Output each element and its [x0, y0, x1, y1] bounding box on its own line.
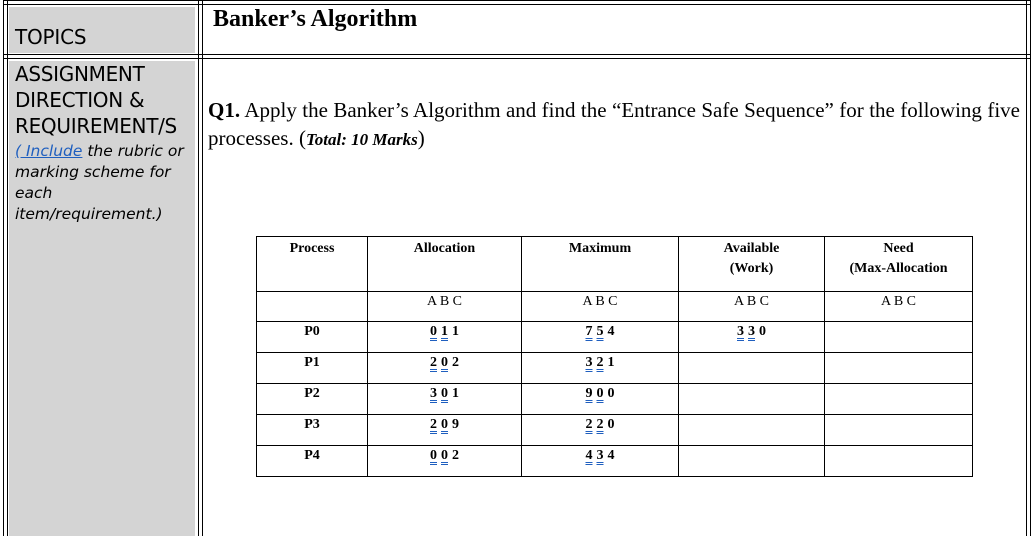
- topics-cell: [9, 7, 195, 53]
- allocation-cell-digit: 1: [452, 324, 459, 339]
- allocation-cell-digit: 0: [441, 386, 448, 401]
- allocation-cell-digit: 9: [452, 417, 459, 432]
- topics-label: TOPICS: [15, 25, 87, 49]
- maximum-cell-digit: 4: [585, 448, 593, 463]
- maximum-cell-digit: 1: [607, 355, 615, 370]
- center-rule: [198, 0, 203, 536]
- question-number: Q1.: [208, 98, 241, 122]
- available-cell: [679, 415, 825, 446]
- header-need: Need (Max-Allocation: [825, 237, 973, 292]
- maximum-cell: [522, 384, 679, 415]
- question-marks: Total: 10 Marks: [305, 130, 418, 149]
- allocation-cell-digit: 2: [452, 355, 459, 370]
- allocation-cell-digit: 0: [441, 417, 448, 432]
- need-cell: [825, 384, 973, 415]
- maximum-cell: [522, 322, 679, 353]
- question-close: ): [417, 126, 425, 150]
- need-cell: [825, 353, 973, 384]
- process-name: P1: [257, 353, 368, 384]
- header-available: Available (Work): [679, 237, 825, 292]
- allocation-cell-digit: 3: [430, 386, 437, 401]
- page-title: Banker’s Algorithm: [213, 6, 418, 32]
- available-cell: [679, 384, 825, 415]
- bankers-table: [256, 236, 973, 477]
- rubric-note-text: the rubric or marking scheme for each item/requirement.): [15, 142, 184, 223]
- top-rule: [3, 0, 1031, 5]
- maximum-cell-digit: 3: [596, 448, 604, 463]
- header-allocation: Allocation: [368, 237, 522, 292]
- maximum-cell-digit: 2: [596, 355, 604, 370]
- maximum-cell-digit: 4: [607, 448, 615, 463]
- maximum-cell-digit: 7: [585, 324, 593, 339]
- allocation-cell: [368, 384, 522, 415]
- maximum-cell-digit: 0: [596, 386, 604, 401]
- allocation-cell-digit: 2: [430, 355, 437, 370]
- need-cell: [825, 322, 973, 353]
- rubric-note-link: ( Include: [15, 142, 83, 160]
- question-text: [208, 96, 1020, 154]
- allocation-cell-digit: 0: [430, 448, 437, 463]
- allocation-cell-digit: 2: [452, 448, 459, 463]
- allocation-cell: [368, 415, 522, 446]
- allocation-cell-digit: 2: [430, 417, 437, 432]
- table-subheader-row: [257, 292, 973, 322]
- maximum-cell: [522, 415, 679, 446]
- process-name: P3: [257, 415, 368, 446]
- allocation-cell-digit: 0: [441, 448, 448, 463]
- left-rule: [3, 0, 8, 536]
- allocation-cell: [368, 353, 522, 384]
- middle-rule: [3, 54, 1031, 59]
- subheader-process: [257, 292, 368, 322]
- need-cell: [825, 415, 973, 446]
- maximum-cell-digit: 3: [585, 355, 593, 370]
- subheader-need: A B C: [825, 292, 973, 322]
- right-rule: [1026, 0, 1031, 536]
- maximum-cell-digit: 0: [607, 417, 615, 432]
- table-row: [257, 446, 973, 477]
- maximum-cell-digit: 0: [607, 386, 615, 401]
- assignment-direction-cell: [9, 61, 195, 536]
- maximum-cell-digit: 4: [607, 324, 615, 339]
- header-maximum: Maximum: [522, 237, 679, 292]
- subheader-available: A B C: [679, 292, 825, 322]
- need-cell: [825, 446, 973, 477]
- allocation-cell-digit: 0: [441, 355, 448, 370]
- allocation-cell-digit: 0: [430, 324, 437, 339]
- allocation-cell-digit: 1: [441, 324, 448, 339]
- subheader-maximum: A B C: [522, 292, 679, 322]
- maximum-cell: [522, 353, 679, 384]
- allocation-cell-digit: 1: [452, 386, 459, 401]
- maximum-cell-digit: 9: [585, 386, 593, 401]
- table-row: [257, 384, 973, 415]
- process-name: P2: [257, 384, 368, 415]
- subheader-allocation: A B C: [368, 292, 522, 322]
- process-name: P4: [257, 446, 368, 477]
- available-cell: [679, 353, 825, 384]
- allocation-cell: [368, 322, 522, 353]
- process-rows: [257, 322, 973, 477]
- question-body: Apply the Banker’s Algorithm and find the “Entrance Safe Sequence” for the following five processes. (: [208, 98, 1020, 150]
- maximum-cell-digit: 2: [596, 417, 604, 432]
- process-name: P0: [257, 322, 368, 353]
- table-row: [257, 353, 973, 384]
- available-cell-digit: 3: [748, 324, 755, 339]
- table-row: [257, 415, 973, 446]
- available-cell: [679, 322, 825, 353]
- table-header-row: [257, 237, 973, 292]
- available-cell-digit: 3: [737, 324, 744, 339]
- maximum-cell: [522, 446, 679, 477]
- allocation-cell: [368, 446, 522, 477]
- maximum-cell-digit: 5: [596, 324, 604, 339]
- available-cell-digit: 0: [759, 324, 766, 339]
- available-cell: [679, 446, 825, 477]
- rubric-note: [15, 141, 191, 225]
- maximum-cell-digit: 2: [585, 417, 593, 432]
- assignment-direction-label: ASSIGNMENT DIRECTION & REQUIREMENT/S: [15, 62, 177, 138]
- header-process: Process: [257, 237, 368, 292]
- table-row: [257, 322, 973, 353]
